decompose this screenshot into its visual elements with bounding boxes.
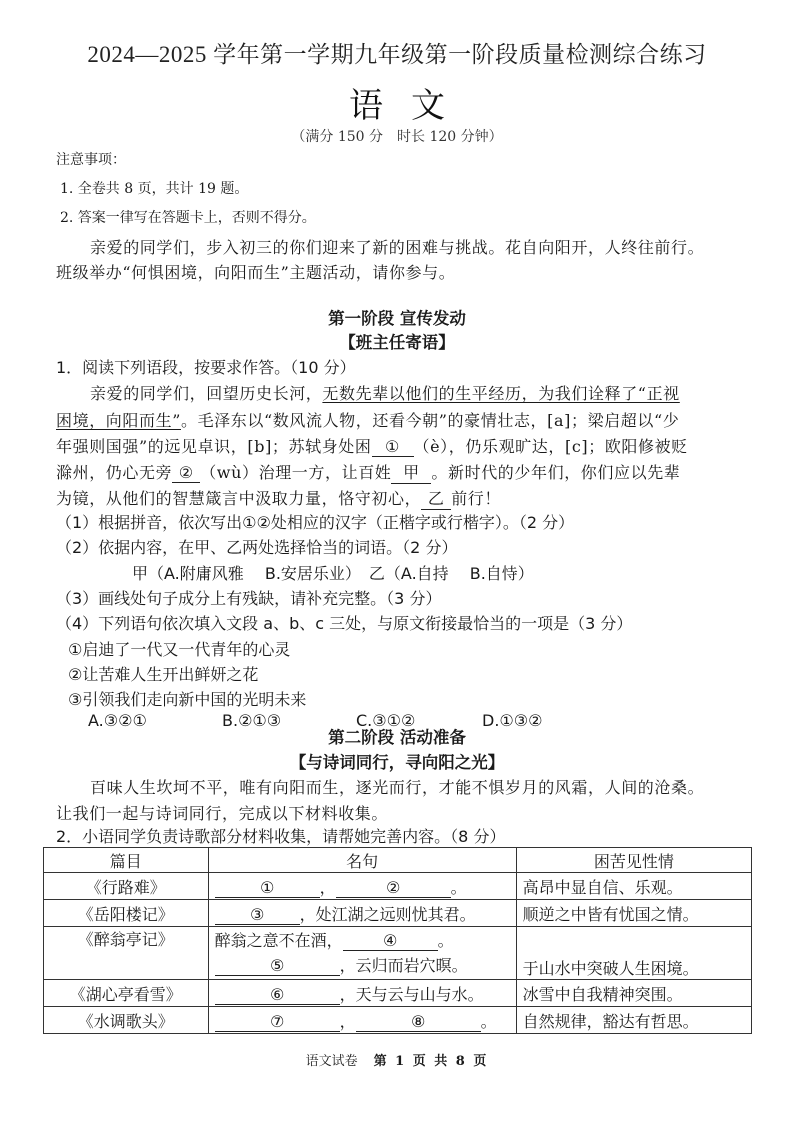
poem-feeling: 自然规律，豁达有哲思。 [516, 1007, 751, 1034]
table-header-row [44, 848, 752, 873]
poem-title: 《行路难》 [44, 873, 209, 900]
poem-quote [208, 1007, 516, 1034]
quote-text: 醉翁之意不在酒， [214, 931, 343, 950]
blank-yi: 乙 [421, 486, 451, 510]
punct: 。 [480, 1011, 497, 1031]
choice-c: C.③①② [356, 711, 416, 730]
q1-passage-line-1 [90, 381, 680, 404]
fill-blank-5: ⑤ [215, 957, 340, 976]
fill-blank-6: ⑥ [215, 986, 340, 1005]
poem-quote [208, 927, 516, 980]
passage-text: 亲爱的同学们，回望历史长河， [90, 384, 323, 403]
page-number: 第 1 页 共 8 页 [373, 1054, 489, 1069]
choice-a: A.③②① [88, 711, 147, 730]
passage-text: 为镜，从他们的智慧箴言中汲取力量，恪守初心， [56, 489, 422, 508]
underlined-sentence: 无数先辈以他们的生平经历，为我们诠释了“正视 [322, 384, 680, 403]
q1-sub-2: （2）依据内容，在甲、乙两处选择恰当的词语。（2 分） [56, 538, 458, 557]
blank-1: ① [372, 437, 414, 457]
sentence-option-3: ③引领我们走向新中国的光明未来 [68, 690, 307, 709]
subject-char-1: 语 [349, 86, 383, 126]
blank-2: ② [172, 463, 200, 483]
intro-line-2: 班级举办“何惧困境，向阳而生”主题活动，请你参与。 [56, 263, 456, 282]
q1-passage-line-5 [56, 486, 501, 510]
underlined-sentence: 困境，向阳而生” [56, 411, 181, 430]
fill-blank-3: ③ [215, 906, 300, 925]
q1-passage-line-2 [56, 408, 679, 431]
quote-text: ，云归而岩穴暝。 [339, 956, 468, 975]
stage2-intro-line-2: 让我们一起与诗词同行，完成以下材料收集。 [56, 804, 389, 823]
stage1-subtitle: 【班主任寄语】 [339, 333, 455, 352]
poem-feeling: 于山水中突破人生困境。 [516, 927, 751, 980]
passage-text: 。新时代的少年们，你们应以先辈 [431, 463, 681, 482]
poem-title: 《水调歌头》 [44, 1007, 209, 1034]
stage1-title: 第一阶段 宣传发动 [328, 309, 466, 328]
blank-jia: 甲 [391, 460, 431, 484]
q1-passage-line-3 [56, 434, 688, 457]
q1-sub-4: （4）下列语句依次填入文段 a、b、c 三处，与原文衔接最恰当的一项是（3 分） [56, 614, 633, 633]
q1-sub-1: （1）根据拼音，依次写出①②处相应的汉字（正楷字或行楷字）。（2 分） [56, 513, 575, 532]
punct: ， [339, 1011, 356, 1031]
poem-title: 《湖心亭看雪》 [44, 980, 209, 1007]
passage-text: 年强则国强”的远见卓识，[b]；苏轼身处困 [56, 437, 372, 456]
passage-text: （wù）治理一方，让百姓 [200, 463, 392, 482]
intro-line-1: 亲爱的同学们，步入初三的你们迎来了新的困难与挑战。花自向阳开，人终往前行。 [90, 238, 705, 257]
score-info: （满分 150 分 时长 120 分钟） [291, 129, 503, 145]
poem-quote [208, 900, 516, 927]
exam-title: 2024—2025 学年第一学期九年级第一阶段质量检测综合练习 [87, 42, 707, 67]
note-item: 2. 答案一律写在答题卡上，否则不得分。 [60, 210, 316, 226]
poem-quote [208, 873, 516, 900]
sentence-option-2: ②让苦难人生开出鲜妍之花 [68, 665, 259, 684]
punct: 。 [450, 877, 467, 897]
poem-feeling: 高昂中显自信、乐观。 [516, 873, 751, 900]
footer-label: 语文试卷 [305, 1054, 358, 1069]
subject-title [0, 78, 794, 127]
table-row [44, 900, 752, 927]
poem-feeling: 冰雪中自我精神突围。 [516, 980, 751, 1007]
q1-sub-3: （3）画线处句子成分上有残缺，请补充完整。（3 分） [56, 589, 442, 608]
passage-text: 滁州，仍心无旁 [56, 463, 173, 482]
fill-blank-7: ⑦ [215, 1013, 340, 1032]
subject-char-2: 文 [411, 86, 445, 126]
fill-blank-4: ④ [343, 932, 438, 951]
col-header-quote: 名句 [208, 848, 516, 873]
stage2-subtitle: 【与诗词同行，寻向阳之光】 [289, 753, 505, 772]
poem-title: 《醉翁亭记》 [44, 927, 209, 980]
fill-blank-8: ⑧ [356, 1013, 481, 1032]
punct: 。 [437, 931, 454, 950]
q1-sub-2-options: 甲（A.附庸风雅 B.安居乐业） 乙（A.自持 B.自恃） [132, 564, 534, 583]
notes-heading: 注意事项： [56, 152, 126, 168]
poem-quote [208, 980, 516, 1007]
col-header-title: 篇目 [44, 848, 209, 873]
q1-passage-line-4 [56, 460, 680, 484]
table-row [44, 927, 752, 980]
table-row [44, 873, 752, 900]
stage2-title: 第二阶段 活动准备 [328, 728, 466, 747]
note-item: 1. 全卷共 8 页，共计 19 题。 [60, 181, 249, 197]
poem-table [43, 847, 752, 1034]
q1-stem: 1．阅读下列语段，按要求作答。（10 分） [56, 358, 356, 377]
fill-blank-1: ① [215, 879, 320, 898]
passage-text: 。毛泽东以“数风流人物，还看今朝”的豪情壮志，[a]；梁启超以“少 [180, 411, 680, 430]
stage2-intro-line-1: 百味人生坎坷不平，唯有向阳而生，逐光而行，才能不惧岁月的风霜，人间的沧桑。 [90, 778, 705, 797]
quote-text: ，处江湖之远则忧其君。 [299, 904, 476, 924]
choice-d: D.①③② [482, 711, 543, 730]
quote-text: ，天与云与山与水。 [339, 984, 484, 1004]
passage-text: （è），仍乐观旷达，[c]；欧阳修被贬 [413, 437, 688, 456]
punct: ， [319, 877, 336, 897]
passage-text: 前行！ [451, 489, 502, 508]
col-header-feeling: 困苦见性情 [516, 848, 751, 873]
poem-title: 《岳阳楼记》 [44, 900, 209, 927]
choice-b: B.②①③ [222, 711, 282, 730]
poem-feeling: 顺逆之中皆有忧国之情。 [516, 900, 751, 927]
fill-blank-2: ② [336, 879, 451, 898]
table-row [44, 1007, 752, 1034]
table-row [44, 980, 752, 1007]
q2-stem: 2．小语同学负责诗歌部分材料收集，请帮她完善内容。（8 分） [56, 827, 506, 846]
page-footer [0, 1050, 794, 1069]
sentence-option-1: ①启迪了一代又一代青年的心灵 [68, 640, 291, 659]
